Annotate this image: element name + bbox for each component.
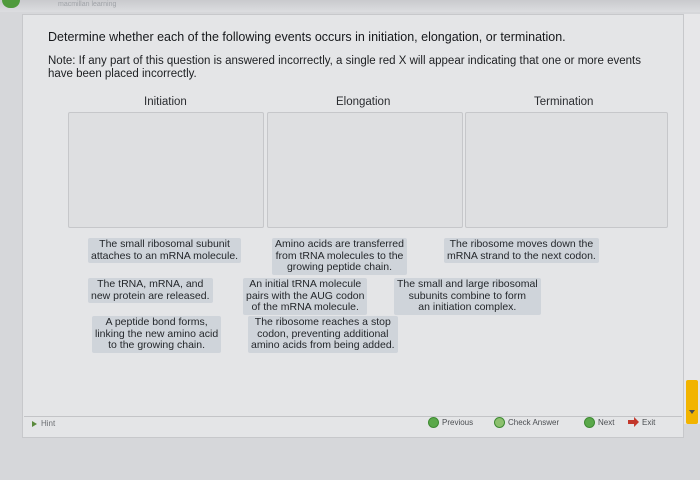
previous-icon [428,417,439,428]
scroll-down-icon[interactable] [689,410,695,414]
card-line: amino acids from being added. [251,339,395,351]
scrollbar-thumb[interactable] [686,380,698,424]
card-line: of the mRNA molecule. [251,301,359,313]
scrollbar-track[interactable] [684,14,700,424]
dropzone-elongation[interactable] [267,112,463,228]
next-label: Next [598,418,615,427]
event-card[interactable] [243,278,367,315]
event-card[interactable] [88,238,241,263]
column-header-initiation: Initiation [144,96,187,108]
card-line: subunits combine to form [408,289,526,302]
next-icon [584,417,595,428]
check-answer-button[interactable] [494,417,559,428]
exit-icon [628,417,639,427]
check-answer-label: Check Answer [508,418,560,427]
card-line: An initial tRNA molecule [249,278,362,290]
card-line: growing peptide chain. [286,261,393,273]
card-line: The small ribosomal subunit [99,238,230,250]
hint-button[interactable] [32,419,55,428]
previous-button[interactable] [428,417,473,428]
dropzone-initiation[interactable] [68,112,264,228]
event-card[interactable] [248,316,398,353]
top-bar [0,0,700,12]
hint-label: Hint [41,419,56,428]
column-header-termination: Termination [534,96,594,108]
card-line: an initiation complex. [418,301,517,313]
question-prompt: Determine whether each of the following events occurs in initiation, elongation, or termination. [48,30,566,44]
logo-icon [2,0,20,8]
card-line: A peptide bond forms, [105,316,208,328]
card-line: The tRNA, mRNA, and [97,278,204,290]
card-line: to the growing chain. [108,339,206,351]
card-line: new protein are released. [91,289,210,302]
card-line: Amino acids are transferred [275,238,404,250]
brand-text: macmillan learning [58,1,117,8]
card-line: from tRNA molecules to the [275,249,404,262]
exit-button[interactable] [628,417,655,427]
dropzone-termination[interactable] [465,112,668,228]
column-header-elongation: Elongation [336,96,391,108]
check-icon [494,417,505,428]
hint-arrow-icon [32,421,37,427]
card-line: linking the new amino acid [95,327,219,340]
card-line: codon, preventing additional [257,327,389,340]
event-card[interactable] [444,238,599,263]
event-card[interactable] [88,278,213,303]
next-button[interactable] [584,417,614,428]
exit-label: Exit [642,417,656,427]
event-card[interactable] [92,316,221,353]
card-line: pairs with the AUG codon [246,289,365,302]
previous-label: Previous [442,418,474,427]
card-line: The small and large ribosomal [397,278,538,290]
card-line: The ribosome reaches a stop [254,316,391,328]
question-note: Note: If any part of this question is answered incorrectly, a single red X will appear indicating that one or more events have been placed incorrectly. [48,55,641,80]
card-line: attaches to an mRNA molecule. [91,249,239,262]
card-line: mRNA strand to the next codon. [447,249,596,262]
event-card[interactable] [394,278,541,315]
card-line: The ribosome moves down the [449,238,594,250]
event-card[interactable] [272,238,407,275]
